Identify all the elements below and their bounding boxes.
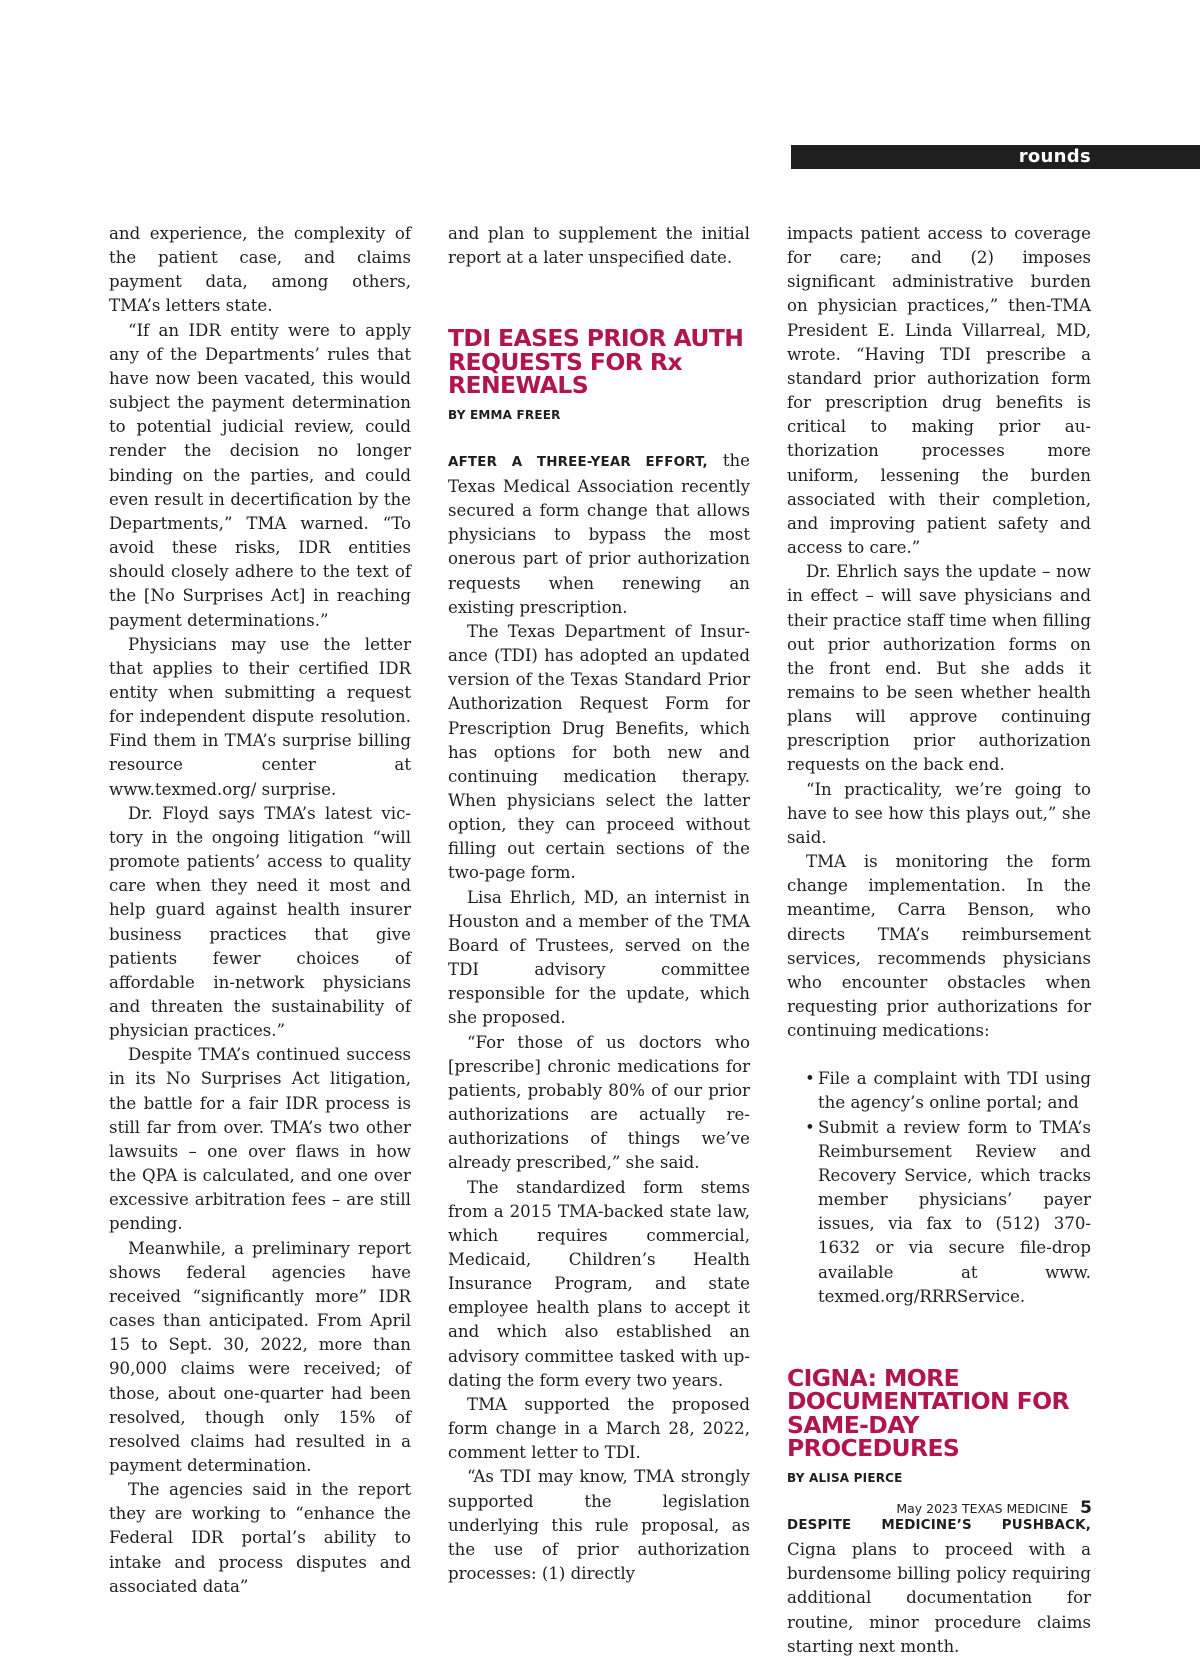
paragraph: The agencies said in the report they are working to “enhance the Federal IDR portal’s ability to intake and process disputes and associated data” [109, 1480, 411, 1596]
page-number: 5 [1080, 1498, 1092, 1518]
lead-text: the Texas Medical Association recently secured a form change that allows physicians to bypass the most onerous part of prior authorization requests when renewing an existing prescription. [448, 450, 750, 617]
lead-paragraph [448, 449, 750, 620]
list-item: • Submit a review form to TMA’s Reimbursement Review and Recovery Service, which tracks member physicians’ payer issues, via fax to (512) 370-1632 or via secure file-drop available at www. texmed.org/RRRService. [787, 1116, 1091, 1309]
article-headline: TDI EASES PRIOR AUTH REQUESTS FOR Rx RENEWALS [448, 324, 744, 400]
column-1 [109, 222, 411, 1599]
paragraph: Meanwhile, a preliminary report shows federal agencies have received “significantly more” IDR cases than anticipated. From April 15 to Sept. 30, 2022, more than 90,000 claims were received; of those, about one-quarter had been resolved, though only 15% of resolved claims had resulted in a payment determination. [109, 1238, 411, 1475]
paragraph: Lisa Ehrlich, MD, an internist in Houston and a member of the TMA Board of Trustees, served on the TDI advisory committee responsible for the update, which she proposed. [448, 887, 750, 1028]
footer-issue: May 2023 [896, 1501, 958, 1516]
lead-in: DESPITE MEDICINE’S PUSHBACK, [787, 1517, 1091, 1533]
article-byline: BY EMMA FREER [448, 407, 561, 422]
paragraph: Physicians may use the letter that applies to their certified IDR entity when submitting a request for independent dispute resolution. Find them in TMA’s surprise billing resource center at www.texmed.org/ surprise. [109, 634, 411, 799]
lead-paragraph [787, 1512, 1091, 1659]
paragraph: and plan to supplement the initial report at a later unspecified date. [448, 224, 750, 268]
paragraph: Dr. Floyd says TMA’s latest victory in the ongoing litigation “will promote patients’ access to quality care when they need it most and help guard against health insurer business practices that give patients fewer choices of affordable in-network physicians and threaten the sustainability of physician practices.” [109, 803, 411, 1041]
article-byline: BY ALISA PIERCE [787, 1470, 903, 1485]
paragraph: and experience, the complexity of the patient case, and claims payment data, among others, TMA’s letters state. [109, 224, 411, 316]
paragraph: The standardized form stems from a 2015 TMA-backed state law, which requires commercial, Medicaid, Children’s Health Insurance Program, and state employee health plans to accept it and which also established an advisory committee tasked with updating the form every two years. [448, 1177, 750, 1390]
paragraph: Despite TMA’s continued success in its No Surprises Act litigation, the battle for a fair IDR process is still far from over. TMA’s two other lawsuits – one over flaws in how the QPA is calculated, and one over excessive arbitration fees – are still pending. [109, 1045, 411, 1234]
section-label: rounds [1018, 146, 1091, 167]
list-item: • File a complaint with TDI using the agency’s online portal; and [787, 1067, 1091, 1115]
recommendation-list [787, 1067, 1091, 1309]
paragraph: TMA supported the proposed form change in a March 28, 2022, comment letter to TDI. [448, 1394, 750, 1463]
paragraph: The Texas Department of Insurance (TDI) has adopted an updated version of the Texas Standard Prior Authorization Request Form for Prescription Drug Benefits, which has options for both new and continuing medication therapy. When physicians select the latter option, they can proceed without filling out certain sections of the two-page form. [448, 621, 750, 883]
lead-text: Cigna plans to proceed with a burdensome billing policy requiring additional documentation for routine, minor procedure claims starting next month. [787, 1540, 1091, 1656]
paragraph: TMA is monitoring the form change implementation. In the meantime, Carra Benson, who directs TMA’s reimbursement services, recommends physicians who encounter obstacles when requesting prior authorizations for continuing medications: [787, 852, 1091, 1041]
paragraph: Dr. Ehrlich says the update – now in effect – will save physicians and their practice staff time when filling out prior authorization forms on the front end. But she adds it remains to be seen whether health plans will approve continuing prescription prior authorization requests on the back end. [787, 562, 1091, 775]
paragraph: impacts patient access to coverage for care; and (2) imposes significant administrative burden on physician practices,” then-TMA President E. Linda Villarreal, MD, wrote. “Having TDI prescribe a standard prior authorization form for prescription drug benefits is critical to making prior authorization processes more uniform, lessening the burden associated with their completion, and improving patient safety and access to care.” [787, 224, 1091, 558]
section-header-bar [791, 145, 1200, 169]
paragraph: “For those of us doctors who [prescribe] chronic medications for patients, probably 80% of our prior authorizations are actually re-authorizations of things we’ve already prescribed,” she said. [448, 1032, 750, 1173]
paragraph: “As TDI may know, TMA strongly supported the legislation underlying this rule proposal, as the use of prior authorization processes: (1) directly [448, 1467, 750, 1583]
paragraph: “If an IDR entity were to apply any of the Departments’ rules that have now been vacated, this would subject the payment determination to potential judicial review, could render the decision no longer binding on the parties, and could even result in decertification by the Departments,” TMA warned. “To avoid these risks, IDR entities should closely adhere to the text of the [No Surprises Act] in reaching payment determinations.” [109, 320, 411, 630]
footer-publication: TEXAS MEDICINE [961, 1501, 1069, 1516]
article-headline: CIGNA: MORE DOCUMENTATION FOR SAME-DAY PROCEDURES [787, 1363, 1070, 1463]
column-2 [448, 222, 750, 1586]
paragraph: “In practicality, we’re going to have to see how this plays out,” she said. [787, 779, 1091, 847]
page-footer [896, 1498, 1092, 1518]
column-3 [787, 222, 1091, 1659]
lead-in: AFTER A THREE-YEAR EFFORT, [448, 454, 708, 470]
